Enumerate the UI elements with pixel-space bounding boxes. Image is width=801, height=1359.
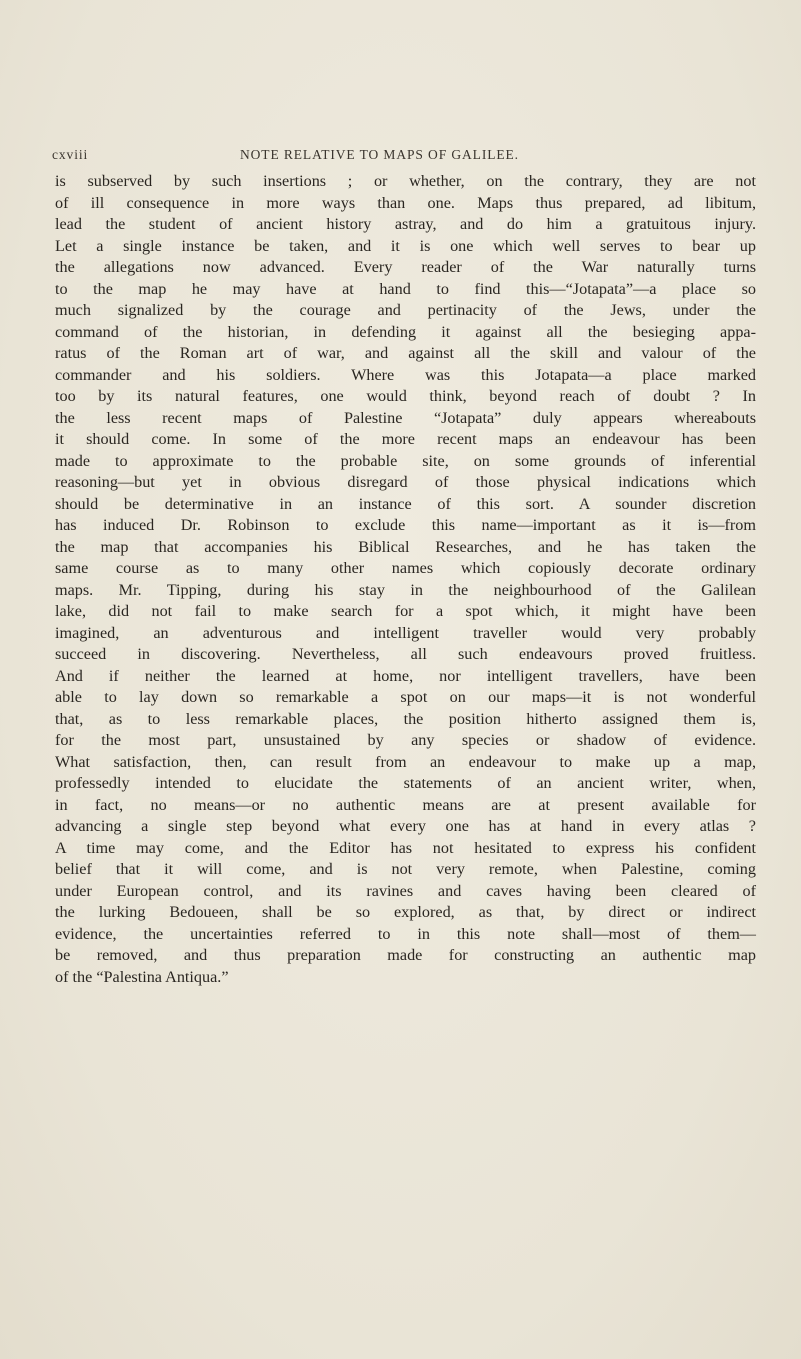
text-line: maps. Mr. Tipping, during his stay in the neighbourhood of the Galilean: [55, 580, 756, 599]
text-line: same course as to many other names which copiously decorate ordinary: [55, 559, 756, 577]
text-line: too by its natural features, one would think, beyond reach of doubt ? In: [55, 387, 756, 405]
text-line: of the “Palestina Antiqua.”: [55, 967, 229, 986]
text-line: the less recent maps of Palestine “Jotapata” duly appears whereabouts: [55, 408, 756, 427]
text-line: able to lay down so remarkable a spot on our maps—it is not wonderful: [55, 688, 756, 706]
running-head: [52, 147, 756, 167]
text-line: should be determinative in an instance of this sort. A sounder discretion: [55, 494, 756, 513]
text-line: reasoning—but yet in obvious disregard of those physical indications which: [55, 473, 756, 491]
text-line: commander and his soldiers. Where was this Jotapata—a place marked: [55, 365, 756, 384]
text-line: evidence, the uncertainties referred to in this note shall—most of them—: [55, 924, 756, 943]
text-line: imagined, an adventurous and intelligent traveller would very probably: [55, 623, 756, 642]
text-line: be removed, and thus preparation made for constructing an authentic map: [55, 946, 756, 964]
page-title: NOTE RELATIVE TO MAPS OF GALILEE.: [240, 147, 519, 162]
text-line: advancing a single step beyond what every one has at hand in every atlas ?: [55, 817, 756, 835]
text-line: the allegations now advanced. Every reader of the War naturally turns: [55, 258, 756, 276]
text-line: much signalized by the courage and pertinacity of the Jews, under the: [55, 301, 756, 319]
text-line: has induced Dr. Robinson to exclude this name—important as it is—from: [55, 516, 756, 534]
text-line: is subserved by such insertions ; or whether, on the contrary, they are not: [55, 172, 756, 190]
text-line: A time may come, and the Editor has not hesitated to express his confident: [55, 838, 756, 857]
text-line: What satisfaction, then, can result from an endeavour to make up a map,: [55, 752, 756, 771]
text-line: professedly intended to elucidate the statements of an ancient writer, when,: [55, 774, 756, 792]
text-line: that, as to less remarkable places, the position hitherto assigned them is,: [55, 709, 756, 728]
text-line: in fact, no means—or no authentic means are at present available for: [55, 795, 756, 814]
text-line: succeed in discovering. Nevertheless, all such endeavours proved fruitless.: [55, 645, 756, 663]
text-line: ratus of the Roman art of war, and against all the skill and valour of the: [55, 344, 756, 362]
text-line: of ill consequence in more ways than one. Maps thus prepared, ad libitum,: [55, 193, 756, 212]
text-line: Let a single instance be taken, and it is one which well serves to bear up: [55, 236, 756, 255]
text-line: to the map he may have at hand to find this—“Jotapata”—a place so: [55, 279, 756, 298]
text-line: And if neither the learned at home, nor intelligent travellers, have been: [55, 666, 756, 685]
text-line: command of the historian, in defending it against all the besieging appa-: [55, 322, 756, 341]
text-line: made to approximate to the probable site, on some grounds of inferential: [55, 451, 756, 470]
body-paragraphs: [55, 171, 756, 988]
text-line: the map that accompanies his Biblical Researches, and he has taken the: [55, 537, 756, 556]
page-number: cxviii: [52, 147, 89, 162]
text-line: the lurking Bedoueen, shall be so explored, as that, by direct or indirect: [55, 903, 756, 921]
text-line: under European control, and its ravines and caves having been cleared of: [55, 881, 756, 900]
text-line: lead the student of ancient history astray, and do him a gratuitous injury.: [55, 215, 756, 233]
text-line: lake, did not fail to make search for a spot which, it might have been: [55, 602, 756, 620]
text-line: it should come. In some of the more recent maps an endeavour has been: [55, 430, 756, 448]
text-line: for the most part, unsustained by any species or shadow of evidence.: [55, 731, 756, 749]
text-line: belief that it will come, and is not very remote, when Palestine, coming: [55, 860, 756, 878]
